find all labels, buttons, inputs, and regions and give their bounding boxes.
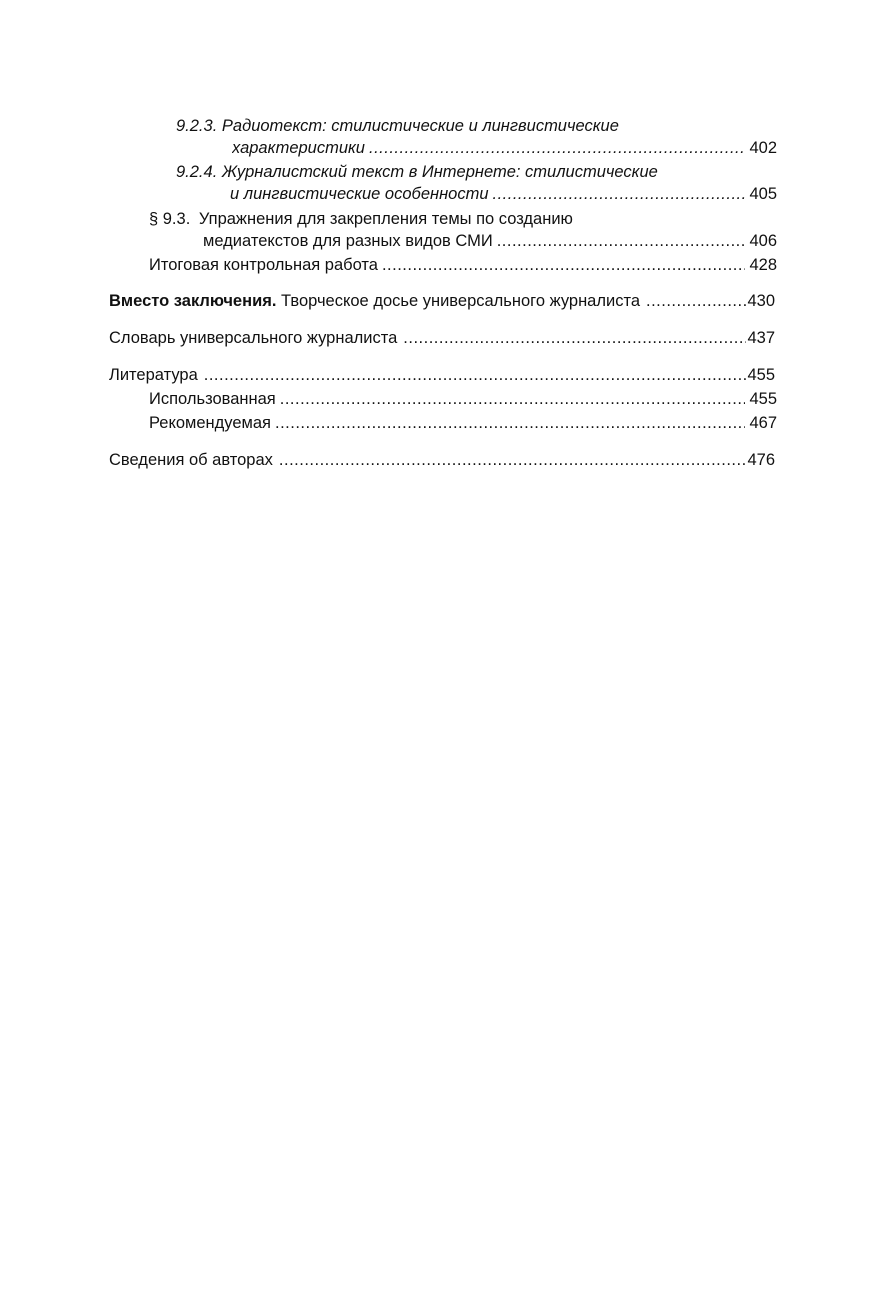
dot-leader	[403, 327, 746, 349]
page-number: 428	[749, 256, 777, 274]
toc-entry-title: Использованная	[149, 390, 276, 408]
dot-leader	[646, 290, 746, 312]
dot-leader	[280, 388, 746, 410]
dot-leader	[275, 412, 745, 434]
toc-entry-title: Словарь универсального журналиста	[109, 329, 398, 347]
toc-entry-9-3-line2[interactable]	[203, 230, 777, 252]
toc-entry-title: Радиотекст: стилистические и лингвистические	[221, 117, 619, 135]
dot-leader	[369, 137, 745, 159]
toc-entry-title	[109, 290, 640, 312]
toc-entry-title-cont: медиатекстов для разных видов СМИ	[203, 232, 493, 250]
page-number: 437	[747, 329, 775, 347]
toc-entry-number: 9.2.3.	[176, 117, 218, 135]
dot-leader	[279, 449, 747, 471]
toc-entry-9-3-line1	[149, 208, 573, 230]
page-number: 402	[749, 139, 777, 157]
dot-leader	[493, 183, 746, 205]
toc-entry-title: Сведения об авторах	[109, 451, 273, 469]
toc-entry-literature[interactable]	[109, 364, 775, 386]
toc-entry-literature-recommended[interactable]	[149, 412, 777, 434]
toc-entry-number: 9.2.4.	[176, 163, 218, 181]
toc-entry-title-rest: Творческое досье универсального журналиста	[281, 292, 640, 310]
toc-entry-title: Журналистский текст в Интернете: стилистические	[221, 163, 658, 181]
dot-leader	[382, 254, 746, 276]
toc-entry-9-2-3-line2[interactable]	[232, 137, 777, 159]
toc-entry-authors[interactable]	[109, 449, 775, 471]
page-number: 455	[747, 366, 775, 384]
page-number: 467	[749, 414, 777, 432]
toc-entry-9-2-4-line1	[176, 161, 658, 183]
toc-entry-title: Литература	[109, 366, 198, 384]
toc-entry-literature-used[interactable]	[149, 388, 777, 410]
toc-entry-conclusion[interactable]	[109, 290, 775, 312]
page-number: 406	[749, 232, 777, 250]
page-number: 405	[749, 185, 777, 203]
page-number: 455	[749, 390, 777, 408]
toc-entry-title-cont: характеристики	[232, 139, 365, 157]
toc-entry-final-test[interactable]	[149, 254, 777, 276]
toc-entry-9-2-4-line2[interactable]	[230, 183, 777, 205]
page-number: 476	[747, 451, 775, 469]
toc-entry-number: § 9.3.	[149, 210, 191, 228]
toc-entry-bold-title: Вместо заключения.	[109, 292, 277, 310]
dot-leader	[204, 364, 747, 386]
toc-entry-dictionary[interactable]	[109, 327, 775, 349]
toc-entry-title: Итоговая контрольная работа	[149, 256, 378, 274]
toc-entry-9-2-3-line1	[176, 115, 619, 137]
toc-entry-title: Упражнения для закрепления темы по созданию	[198, 210, 573, 228]
page-number: 430	[747, 292, 775, 310]
toc-entry-title-cont: и лингвистические особенности	[230, 185, 489, 203]
dot-leader	[497, 230, 746, 252]
toc-entry-title: Рекомендуемая	[149, 414, 271, 432]
